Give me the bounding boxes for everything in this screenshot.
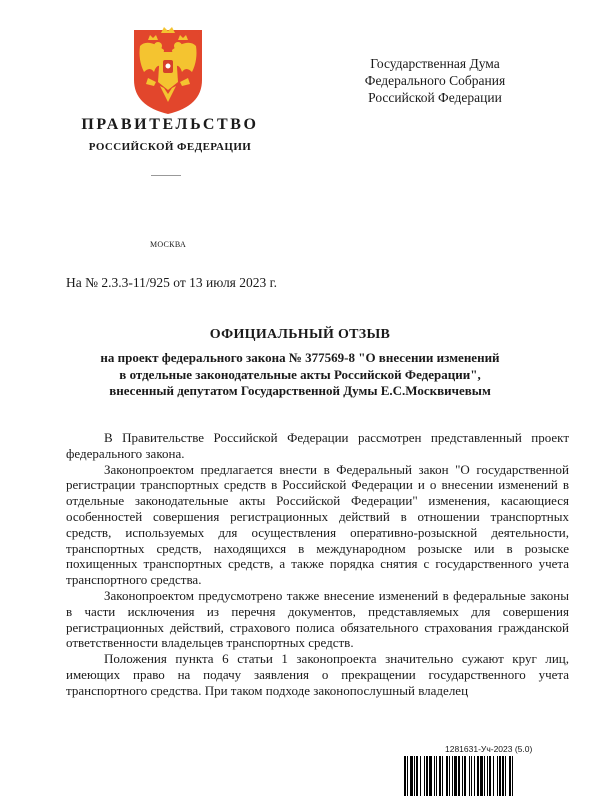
- government-title: ПРАВИТЕЛЬСТВО: [81, 116, 259, 133]
- body-paragraph: Законопроектом предлагается внести в Федеральный закон "О государственной регистрации транспортных средств в Российской Федерации и о внесении изменений в отдельные законодательные акты Российской Федерации" изменения, касающиеся особенностей совершения регистрационных действий в отношении транспортных средств, используемых для осуществления оперативно-розыскной деятельности, транспортных средств, находящихся в международном розыске или в розыске похищенных транспортных средств, а также порядка снятия с государственного учета транспортного средства.: [66, 461, 569, 588]
- body-paragraph: Законопроектом предусмотрено также внесение изменений в федеральные законы в части исключения из перечня документов, представляемых для совершения регистрационных действий, страхового полиса обязательного страхования гражданской ответственности владельцев транспортных средств.: [66, 587, 569, 651]
- addressee-line: Государственная Дума: [370, 56, 500, 71]
- document-subtitle: [60, 350, 540, 400]
- reference-line: На № 2.3.3-11/925 от 13 июля 2023 г.: [66, 275, 278, 290]
- document-body: [66, 430, 569, 699]
- subtitle-line: на проект федерального закона № 377569-8 "О внесении изменений: [100, 350, 500, 365]
- russian-coat-of-arms-icon: [128, 20, 208, 116]
- addressee-line: Федерального Собрания: [364, 73, 506, 88]
- subtitle-line: внесенный депутатом Государственной Думы Е.С.Москвичевым: [109, 383, 491, 398]
- body-paragraph: Положения пункта 6 статьи 1 законопроекта значительно сужают круг лиц, имеющих право на подачу заявления о прекращении государственного учета транспортного средства. При таком подходе законопослушный владелец: [66, 651, 569, 698]
- registration-number: 1281631-Уч-2023 (5.0): [445, 744, 533, 754]
- addressee-block: [350, 55, 520, 106]
- header-divider: [151, 175, 181, 176]
- barcode-icon: [404, 756, 570, 796]
- government-subtitle: РОССИЙСКОЙ ФЕДЕРАЦИИ: [88, 141, 252, 153]
- subtitle-line: в отдельные законодательные акты Российской Федерации",: [119, 366, 481, 382]
- document-title: ОФИЦИАЛЬНЫЙ ОТЗЫВ: [209, 327, 391, 342]
- addressee-line: Российской Федерации: [368, 90, 502, 105]
- city-label: МОСКВА: [149, 240, 187, 249]
- body-paragraph: В Правительстве Российской Федерации рассмотрен представленный проект федерального закона.: [66, 430, 569, 461]
